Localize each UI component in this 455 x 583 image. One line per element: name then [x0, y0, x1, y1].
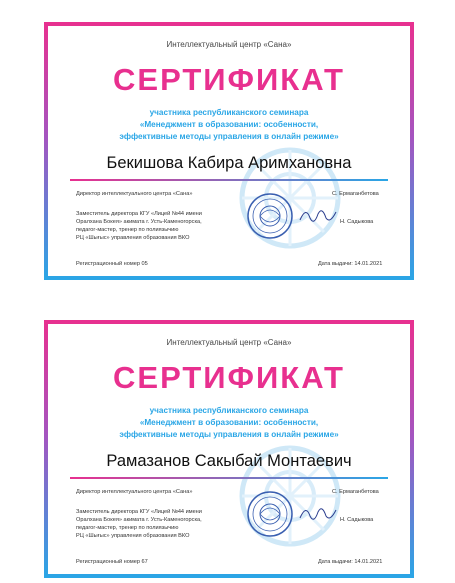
issue-date: Дата выдачи: 14.01.2021 — [318, 559, 383, 565]
subtitle-line-3: эффективные методы управления в онлайн режиме» — [119, 430, 339, 439]
signature-icon — [298, 204, 338, 228]
registration-number: Регистрационный номер 05 — [76, 261, 148, 267]
deputy-name: Н. Садыкова — [340, 517, 374, 523]
registration-number: Регистрационный номер 67 — [76, 559, 148, 565]
deputy-line-2: Оралхана Бокея» акимата г. Усть-Каменогорска, — [76, 517, 202, 523]
recipient-name: Бекишова Кабира Аримхановна — [106, 154, 352, 172]
deputy-name: Н. Садыкова — [340, 219, 374, 225]
deputy-line-3: педагог-мастер, тренер по полиязычию — [76, 227, 179, 233]
round-stamp-icon — [246, 192, 294, 240]
subtitle-line-1: участника республиканского семинара — [149, 406, 309, 415]
director-role: Директор интеллектуального центра «Сана» — [76, 489, 193, 495]
certificate-1 — [44, 22, 414, 280]
deputy-line-1: Заместитель директора КГУ «Лицей №44 имени — [76, 509, 202, 515]
recipient-name: Рамазанов Сакыбай Монтаевич — [106, 452, 352, 470]
director-role: Директор интеллектуального центра «Сана» — [76, 191, 193, 197]
director-name: С. Ермаганбетова — [332, 489, 379, 495]
signature-icon — [298, 502, 338, 526]
org-name: Интеллектуальный центр «Сана» — [166, 40, 292, 49]
certificate-2 — [44, 320, 414, 578]
director-name: С. Ермаганбетова — [332, 191, 379, 197]
certificate-title: СЕРТИФИКАТ — [113, 62, 345, 97]
deputy-line-2: Оралхана Бокея» акимата г. Усть-Каменогорска, — [76, 219, 202, 225]
deputy-line-4: РЦ «Шығыс» управления образования ВКО — [76, 533, 190, 539]
subtitle-line-3: эффективные методы управления в онлайн режиме» — [119, 132, 339, 141]
certificate-title: СЕРТИФИКАТ — [113, 360, 345, 395]
gradient-divider — [70, 179, 388, 181]
round-stamp-icon — [246, 490, 294, 538]
deputy-line-1: Заместитель директора КГУ «Лицей №44 имени — [76, 211, 202, 217]
deputy-line-4: РЦ «Шығыс» управления образования ВКО — [76, 235, 190, 241]
gradient-divider — [70, 477, 388, 479]
org-name: Интеллектуальный центр «Сана» — [166, 338, 292, 347]
subtitle-line-2: «Менеджмент в образовании: особенности, — [139, 120, 319, 129]
subtitle-line-1: участника республиканского семинара — [149, 108, 309, 117]
issue-date: Дата выдачи: 14.01.2021 — [318, 261, 383, 267]
subtitle-line-2: «Менеджмент в образовании: особенности, — [139, 418, 319, 427]
deputy-line-3: педагог-мастер, тренер по полиязычию — [76, 525, 179, 531]
